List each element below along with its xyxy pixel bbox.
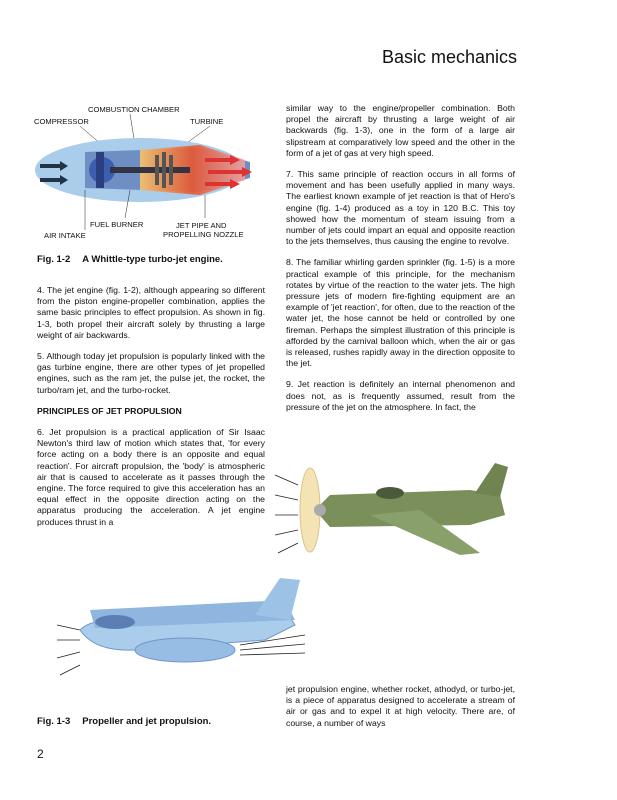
- airflow-arrows-propeller: [275, 475, 298, 553]
- left-text-column: [37, 285, 265, 538]
- caption-number-1-3: Fig. 1-3: [37, 716, 71, 727]
- label-fuel-burner: FUEL BURNER: [90, 220, 144, 229]
- paragraph-9: 9. Jet reaction is definitely an internal phenomenon and does not, as is frequently assumed, result from the pressure of the jet on the atmosphere. In fact, the: [286, 379, 515, 412]
- label-turbine: TURBINE: [190, 117, 224, 126]
- jet-aircraft-figure: [55, 570, 310, 700]
- label-jet-pipe-2: PROPELLING NOZZLE: [163, 230, 244, 239]
- right-bottom-text: [286, 684, 515, 739]
- paragraph-8: 8. The familiar whirling garden sprinkler (fig. 1-5) is a more practical example of this principle, for the mechanism rotates by virtue of the reaction to the water jets. The high pressure jets of modern fire-fighting equipment are an example of 'jet reaction', for often, due to the reaction of the water jet, the hose cannot be held or controlled by one fireman. Perhaps the simplest illustration of this principle is afforded by the carnival balloon which, when the air or gas is released, rushes rapidly away in the direction opposite to the jet.: [286, 257, 515, 369]
- jet-tail: [255, 578, 300, 620]
- label-air-intake: AIR INTAKE: [44, 231, 86, 240]
- paragraph-continued: similar way to the engine/propeller combination. Both propel the aircraft by thrusting a large weight of air backwards (fig. 1-3), one in the form of a large air slipstream at comparatively low speed and the other in the form of a jet of gas at very high speed.: [286, 103, 515, 158]
- airflow-arrows-jet-intake: [57, 625, 80, 675]
- turbojet-engine-figure: [30, 100, 275, 250]
- paragraph-bottom: jet propulsion engine, whether rocket, athodyd, or turbo-jet, is a piece of apparatus designed to accelerate a stream of air or gas and to expel it at high velocity. There are, of course, a number of ways: [286, 684, 515, 728]
- caption-number: Fig. 1-2: [37, 254, 71, 265]
- jet-engine-nacelle: [135, 638, 235, 662]
- figure-1-3-caption: [37, 716, 211, 727]
- page-header-title: Basic mechanics: [381, 47, 517, 67]
- figure-1-2-caption: [37, 254, 223, 265]
- right-text-column: [286, 103, 515, 423]
- paragraph-5: 5. Although today jet propulsion is popularly linked with the gas turbine engine, there are other types of jet propelled engines, such as the ram jet, the pulse jet, the rocket, the turbo/ram jet, and the turbo-rocket.: [37, 351, 265, 395]
- label-jet-pipe-1: JET PIPE AND: [176, 221, 227, 230]
- page-number: 2: [37, 747, 44, 761]
- propeller-aircraft-figure: [270, 455, 515, 575]
- tail-fin: [475, 463, 508, 497]
- paragraph-7: 7. This same principle of reaction occurs in all forms of movement and has been usefully applied in many ways. The earliest known example of jet reaction is that of Hero's engine (fig. 1-4) produced as a toy in 120 B.C. This toy showed how the momentum of steam issuing from a number of jets could impart an equal and opposite reaction to the jets themselves, thus causing the engine to revolve.: [286, 169, 515, 247]
- caption-text-1-3: Propeller and jet propulsion.: [82, 716, 212, 727]
- paragraph-6: 6. Jet propulsion is a practical application of Sir Isaac Newton's third law of motion which states that, 'for every force acting on a body there is an opposite and equal reaction'. For aircraft propulsion, the 'body' is atmospheric air that is caused to accelerate as it passes through the engine. The force required to give this acceleration has an equal effect in the opposite direction acting on the apparatus producing the acceleration. A jet engine produces thrust in a: [37, 427, 265, 527]
- label-compressor: COMPRESSOR: [34, 117, 89, 126]
- label-combustion-chamber: COMBUSTION CHAMBER: [88, 105, 180, 114]
- paragraph-4: 4. The jet engine (fig. 1-2), although appearing so different from the piston engine-propeller combination, applies the same basic principles to effect propulsion. As shown in fig. 1-3, both propel their aircraft solely by thrusting a large weight of air backwards.: [37, 285, 265, 340]
- caption-text: A Whittle-type turbo-jet engine.: [82, 254, 223, 265]
- section-heading: PRINCIPLES OF JET PROPULSION: [37, 405, 182, 416]
